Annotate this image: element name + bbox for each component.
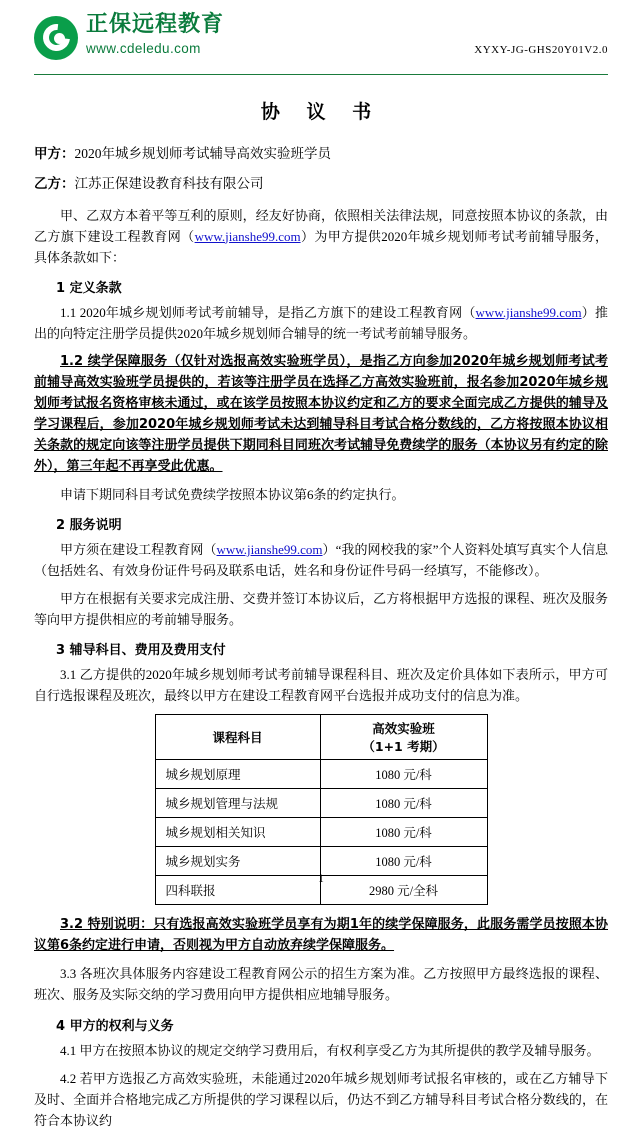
jianshe99-link-2[interactable]: www.jianshe99.com	[475, 304, 582, 320]
subject-cell: 城乡规划管理与法规	[155, 789, 320, 818]
subject-cell: 城乡规划实务	[155, 847, 320, 876]
jianshe99-link-1[interactable]: www.jianshe99.com	[194, 228, 301, 244]
party-a-value: 2020年城乡规划师考试辅导高效实验班学员	[74, 146, 331, 161]
party-b-line	[34, 174, 608, 194]
section-3-heading: 3 辅导科目、费用及费用支付	[56, 643, 226, 659]
jianshe99-link-3[interactable]: www.jianshe99.com	[216, 542, 323, 558]
green-circle-logo-icon	[34, 16, 78, 60]
column-header-class	[320, 715, 487, 760]
price-cell: 1080 元/科	[320, 818, 487, 847]
clause-2-1: 甲方须在建设工程教育网（www.jianshe99.com）“我的网校我的家”个人资料处填写真实个人信息（包括姓名、有效身份证件号码及联系电话，姓名和身份证件号码一经填写，不能修改）。	[34, 542, 608, 579]
brand-block	[86, 14, 224, 56]
clause-1-2: 1.2 续学保障服务（仅针对选报高效实验班学员），是指乙方向参加2020年城乡规划师考试考前辅导高效实验班学员提供的，若该等注册学员在选择乙方高效实验班前，报名参加2020年城乡规划师考试报名资格审核未通过，或在该学员按照本协议约定和乙方的要求全面完成乙方提供的辅导及学习课程后，参加2020年城乡规划师考试未达到辅导科目考试合格分数线的，乙方将按照本协议相关条款的规定向该等注册学员提供下期同科目同班次考试辅导免费续学的服务（本协议另有约定的除外），第三年起不再享受此优惠。	[34, 353, 608, 474]
price-cell: 2980 元/全科	[320, 876, 487, 905]
price-cell: 1080 元/科	[320, 789, 487, 818]
page-title: 协 议 书	[260, 101, 382, 123]
subject-cell: 四科联报	[155, 876, 320, 905]
section-1-heading: 1 定义条款	[56, 280, 122, 296]
table-row	[155, 847, 487, 876]
clause-4-2: 4.2 若甲方选报乙方高效实验班，未能通过2020年城乡规划师考试报名审核的，或在乙方辅导下及时、全面并合格地完成乙方所提供的学习课程以后，仍达不到乙方辅导科目考试合格分数线的，在符合本协议约	[34, 1070, 608, 1128]
clause-1-3: 申请下期同科目考试免费续学按照本协议第6条的约定执行。	[60, 487, 405, 503]
subject-cell: 城乡规划原理	[155, 760, 320, 789]
price-cell: 1080 元/科	[320, 760, 487, 789]
party-a-line	[34, 144, 608, 164]
brand-url: www.cdeledu.com	[86, 41, 201, 56]
column-header-class-sub: （1+1 考期）	[362, 739, 445, 755]
clause-1-1: 1.1 2020年城乡规划师考试考前辅导，是指乙方旗下的建设工程教育网（www.jianshe99.com）推出的向特定注册学员提供2020年城乡规划师合辅导的统一考试考前辅导服务。	[34, 304, 608, 341]
price-cell: 1080 元/科	[320, 847, 487, 876]
brand-name: 正保远程教育	[86, 12, 225, 37]
column-header-subject: 课程科目	[155, 715, 320, 760]
party-b-value: 江苏正保建设教育科技有限公司	[74, 176, 264, 192]
table-row	[155, 818, 487, 847]
clause-3-2: 3.2 特别说明：只有选报高效实验班学员享有为期1年的续学保障服务，此服务需学员按照本协议第6条约定进行申请，否则视为甲方自动放弃续学保障服务。	[34, 917, 608, 954]
table-row	[155, 789, 487, 818]
clause-3-3: 3.3 各班次具体服务内容建设工程教育网公示的招生方案为准。乙方按照甲方最终选报的课程、班次、服务及实际交纳的学习费用向甲方提供相应地辅导服务。	[34, 966, 608, 1003]
page-header	[34, 14, 608, 72]
section-4-heading: 4 甲方的权利与义务	[56, 1018, 174, 1034]
preamble-paragraph: 甲、乙双方本着平等互利的原则，经友好协商，依照相关法律法规，同意按照本协议的条款，由乙方旗下建设工程教育网（www.jianshe99.com）为甲方提供2020年城乡规划师考试考前辅导服务，具体条款如下：	[34, 207, 608, 265]
table-row	[155, 760, 487, 789]
party-a-label: 甲方：	[34, 146, 75, 162]
section-2-heading: 2 服务说明	[56, 518, 122, 534]
table-header-row	[155, 715, 487, 760]
document-code: XYXY-JG-GHS20Y01V2.0	[474, 44, 608, 56]
clause-2-2: 甲方在根据有关要求完成注册、交费并签订本协议后，乙方将根据甲方选报的课程、班次及服务等向甲方提供相应的考前辅导服务。	[34, 591, 608, 628]
party-b-label: 乙方：	[34, 176, 75, 193]
subject-cell: 城乡规划相关知识	[155, 818, 320, 847]
clause-3-1: 3.1 乙方提供的2020年城乡规划师考试考前辅导课程科目、班次及定价具体如下表所示，甲方可自行选报课程及班次，最终以甲方在建设工程教育网平台选报并成功支付的信息为准。	[34, 667, 608, 704]
header-divider	[34, 74, 608, 75]
clause-4-1: 4.1 甲方在按照本协议的规定交纳学习费用后，有权利享受乙方为其所提供的教学及辅导服务。	[60, 1042, 600, 1058]
page-number: 1	[318, 873, 324, 885]
column-header-class-main: 高效实验班	[372, 721, 435, 737]
